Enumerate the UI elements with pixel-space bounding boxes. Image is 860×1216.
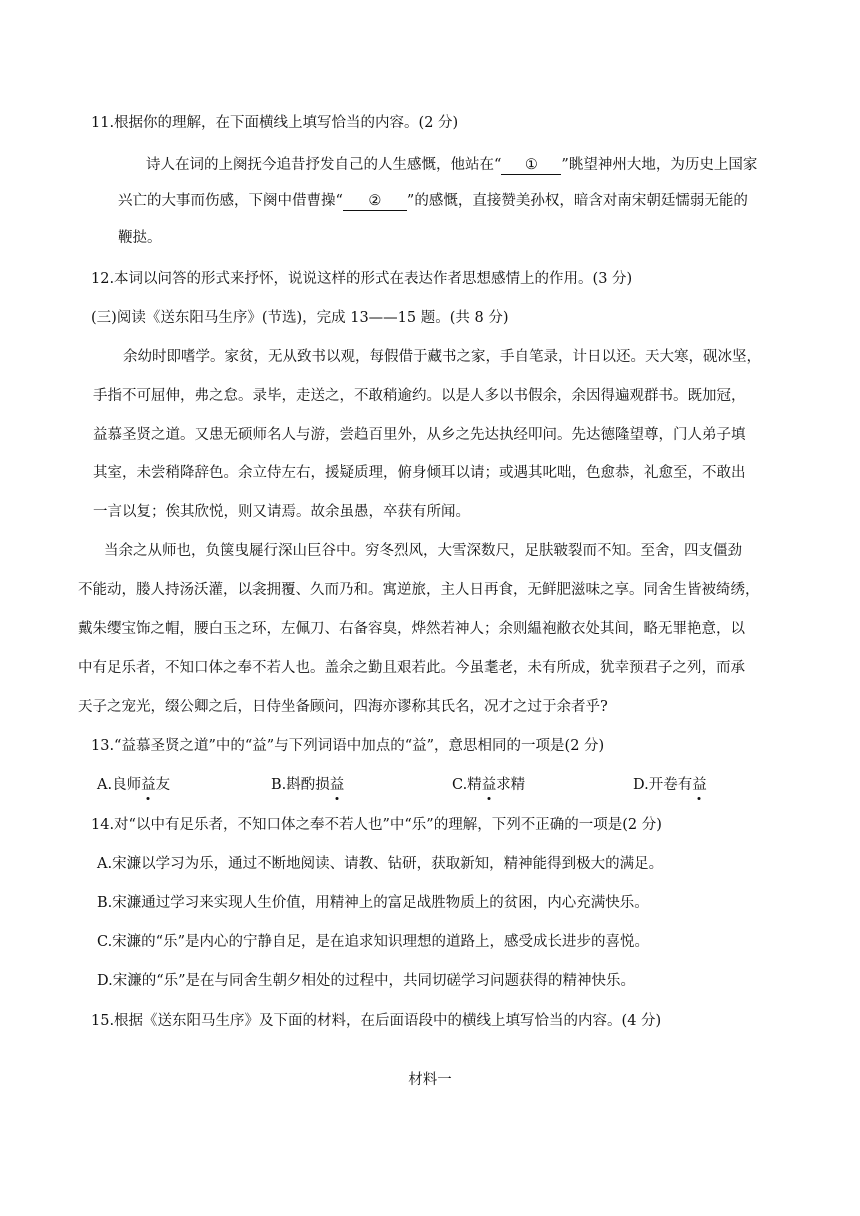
- q11-blank-1: ①: [501, 157, 561, 175]
- q11-blank-2: ②: [343, 193, 407, 211]
- option-text: B.斟酌损: [271, 777, 330, 793]
- q11-line-2: [118, 191, 748, 211]
- passage1-line: 益慕圣贤之道。又患无硕师名人与游，尝趋百里外，从乡之先达执经叩问。先达德隆望尊，门人弟子填: [93, 427, 746, 443]
- q13-option-c: [452, 775, 525, 795]
- q11-line1-pre: 诗人在词的上阕抚今追昔抒发自己的人生感慨，他站在“: [146, 157, 502, 173]
- passage1-line: 其室，未尝稍降辞色。余立侍左右，援疑质理，俯身倾耳以请；或遇其叱咄，色愈恭，礼愈至，不敢出: [93, 465, 746, 481]
- dotted-char: 益: [141, 777, 156, 793]
- q11-question: 11.根据你的理解，在下面横线上填写恰当的内容。(2 分): [91, 115, 459, 131]
- q11-line-1: [146, 155, 757, 175]
- q13-option-a: [97, 775, 170, 795]
- q13-option-d: [633, 775, 707, 795]
- passage1-line: 余幼时即嗜学。家贫，无从致书以观，每假借于藏书之家，手自笔录，计日以还。天大寒，砚冰坚，: [123, 349, 761, 365]
- section-3-heading: (三)阅读《送东阳马生序》(节选)，完成 13——15 题。(共 8 分): [91, 310, 509, 326]
- option-text: 求精: [496, 777, 526, 793]
- passage1-line: 手指不可屈伸，弗之怠。录毕，走送之，不敢稍逾约。以是人多以书假余，余因得遍观群书。既加冠，: [93, 388, 746, 404]
- q14-option-a: A.宋濂以学习为乐，通过不断地阅读、请教、钻研，获取新知，精神能得到极大的满足。: [97, 856, 664, 872]
- q13-question: 13.“益慕圣贤之道”中的“益”与下列词语中加点的“益”，意思相同的一项是(2 分): [91, 738, 605, 754]
- option-text: A.良师: [97, 777, 142, 793]
- q13-option-b: [271, 775, 344, 795]
- passage1-line: 一言以复；俟其欣悦，则又请焉。故余虽愚，卒获有所闻。: [93, 504, 470, 520]
- passage2-line: 不能动，媵人持汤沃灌，以衾拥覆、久而乃和。寓逆旅，主人日再食，无鲜肥滋味之享。同舍生皆被绮绣，: [78, 582, 760, 598]
- q14-option-c: C.宋濂的“乐”是内心的宁静自足，是在追求知识理想的道路上，感受成长进步的喜悦。: [97, 934, 650, 950]
- q11-line-3: 鞭挞。: [118, 230, 162, 246]
- passage2-line: 戴朱缨宝饰之帽，腰白玉之环，左佩刀、右备容臭，烨然若神人；余则緼袍敝衣处其间，略无罪艳意，以: [78, 621, 745, 637]
- q11-line2-post: ”的感慨，直接赞美孙权，暗含对南宋朝廷懦弱无能的: [406, 193, 748, 209]
- dotted-char: 益: [481, 777, 497, 793]
- option-text: D.开卷有: [633, 777, 693, 793]
- q11-line1-post: ”眺望神州大地，为历史上国家: [561, 157, 758, 173]
- q14-option-b: B.宋濂通过学习来实现人生价值，用精神上的富足战胜物质上的贫困，内心充满快乐。: [97, 895, 649, 911]
- option-text: C.精: [452, 777, 482, 793]
- q12-question: 12.本词以问答的形式来抒怀，说说这样的形式在表达作者思想感情上的作用。(3 分): [91, 271, 633, 287]
- dotted-char: 益: [329, 777, 345, 793]
- passage2-line: 中有足乐者，不知口体之奉不若人也。盖余之勤且艰若此。今虽耄老，未有所成，犹幸预君子之列，而承: [78, 660, 745, 676]
- option-text: 友: [155, 777, 171, 793]
- passage2-line: 当余之从师也，负箧曳屣行深山巨谷中。穷冬烈风，大雪深数尺，足肤皲裂而不知。至舍，四支僵劲: [104, 543, 742, 559]
- material-heading: 材料一: [408, 1072, 452, 1088]
- passage2-line: 天子之宠光，缀公卿之后，日侍坐备顾问，四海亦谬称其氏名，况才之过于余者乎?: [78, 699, 608, 715]
- q11-line2-pre: 兴亡的大事而伤感，下阕中借曹操“: [118, 193, 343, 209]
- q15-question: 15.根据《送东阳马生序》及下面的材料，在后面语段中的横线上填写恰当的内容。(4 分): [91, 1013, 662, 1029]
- q14-question: 14.对“以中有足乐者，不知口体之奉不若人也”中“乐”的理解，下列不正确的一项是(2 分): [91, 817, 662, 833]
- q14-option-d: D.宋濂的“乐”是在与同舍生朝夕相处的过程中，共同切磋学习问题获得的精神快乐。: [97, 973, 636, 989]
- dotted-char: 益: [692, 777, 707, 793]
